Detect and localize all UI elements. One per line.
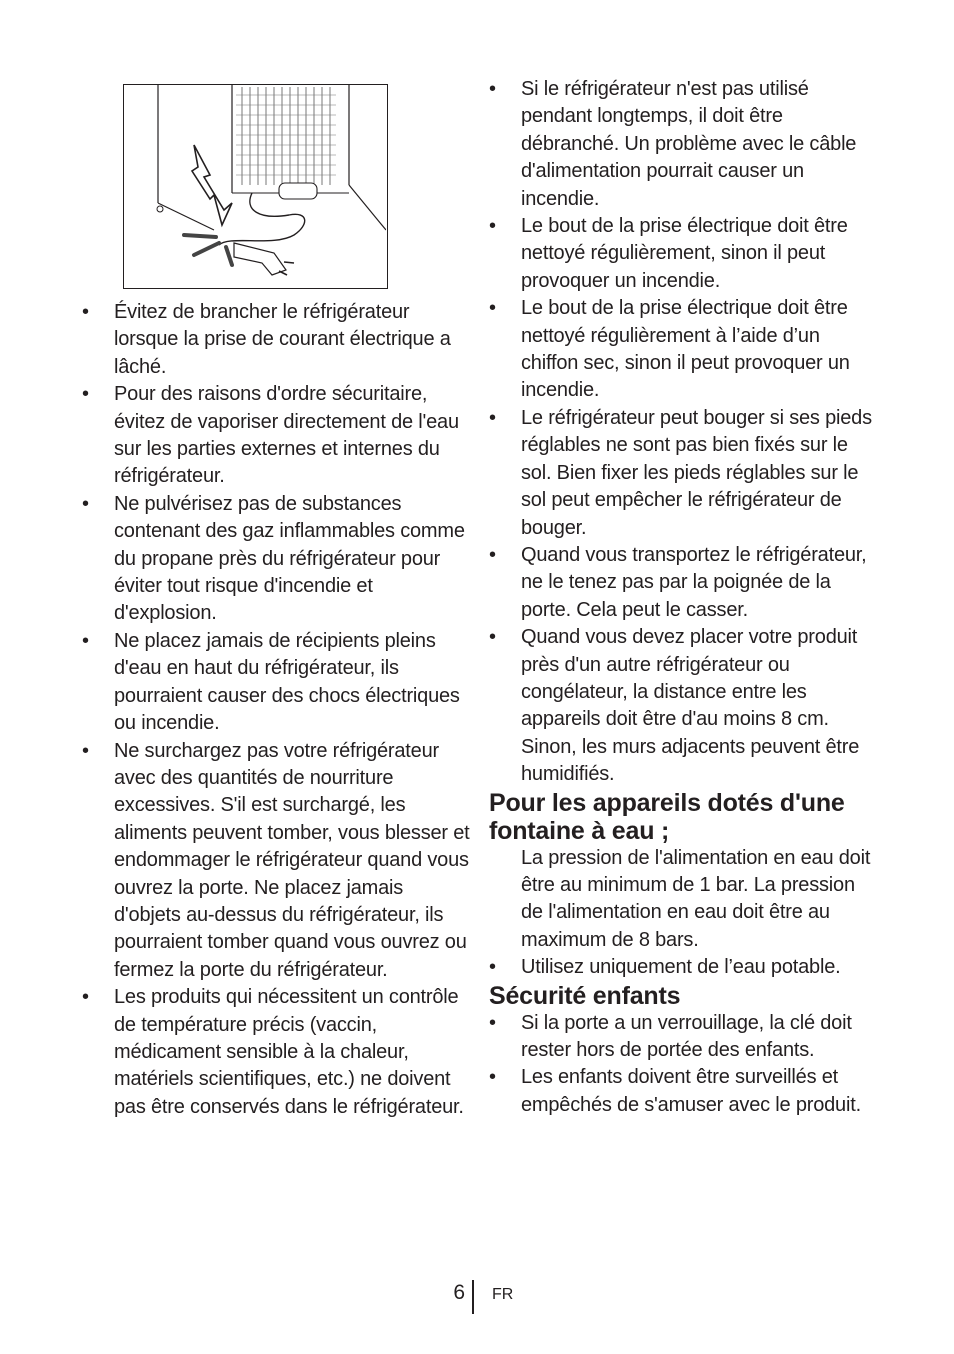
right-column: [489, 76, 879, 1119]
list-item: • Les produits qui nécessitent un contrôle de température précis (vaccin, médicament sensible à la chaleur, matériels scientifiques, etc.) ne doivent pas être conservés dans le réfrigérateur.: [82, 984, 472, 1121]
list-item: • Quand vous devez placer votre produit près d'un autre réfrigérateur ou congélateur, la distance entre les appareils doit être d'au moins 8 cm. Sinon, les murs adjacents peuvent être humidifiés.: [489, 624, 879, 788]
section-heading-enfants: Sécurité enfants: [489, 981, 681, 1010]
page-number: 6: [453, 1281, 465, 1304]
fontaine-bullet-list: [489, 954, 879, 981]
list-item: • Ne placez jamais de récipients pleins d'eau en haut du réfrigérateur, ils pourraient causer des chocs électriques ou incendie.: [82, 628, 472, 738]
footer-divider: [472, 1280, 474, 1314]
list-item: • Évitez de brancher le réfrigérateur lorsque la prise de courant électrique a lâché.: [82, 299, 472, 381]
right-bullet-list: [489, 76, 879, 789]
left-bullet-list: [82, 299, 472, 1121]
fridge-plug-warning-icon: [124, 85, 386, 287]
fontaine-paragraph: La pression de l'alimentation en eau doit être au minimum de 1 bar. La pression de l'alimentation en eau doit être au maximum de 8 bars.: [521, 846, 871, 951]
list-item: • Les enfants doivent être surveillés et empêchés de s'amuser avec le produit.: [489, 1064, 879, 1119]
list-item: • Si le réfrigérateur n'est pas utilisé pendant longtemps, il doit être débranché. Un problème avec le câble d'alimentation pourrait causer un incendie.: [489, 76, 879, 213]
list-item: • Quand vous transportez le réfrigérateur, ne le tenez pas par la poignée de la porte. Cela peut le casser.: [489, 542, 879, 624]
list-item: • Pour des raisons d'ordre sécuritaire, évitez de vaporiser directement de l'eau sur les parties externes et internes du réfrigérateur.: [82, 381, 472, 491]
list-item: • Le bout de la prise électrique doit être nettoyé régulièrement, sinon il peut provoquer un incendie.: [489, 213, 879, 295]
list-item: • Utilisez uniquement de l’eau potable.: [489, 954, 879, 981]
enfants-bullet-list: [489, 1010, 879, 1120]
page-footer: [0, 1280, 954, 1314]
list-item: • Le bout de la prise électrique doit être nettoyé régulièrement à l’aide d’un chiffon sec, sinon il peut provoquer un incendie.: [489, 295, 879, 405]
list-item: • Le réfrigérateur peut bouger si ses pieds réglables ne sont pas bien fixés sur le sol. Bien fixer les pieds réglables sur le sol peut empêcher le réfrigérateur de bouger.: [489, 405, 879, 542]
list-item: • Si la porte a un verrouillage, la clé doit rester hors de portée des enfants.: [489, 1010, 879, 1065]
list-item: • Ne surchargez pas votre réfrigérateur avec des quantités de nourriture excessives. S'il est surchargé, les aliments peuvent tomber, vous blesser et endommager le réfrigérateur quand vous ouvrez la porte. Ne placez jamais d'objets au-dessus du réfrigérateur, ils pourraient tomber quand vous ouvrez ou fermez la porte du réfrigérateur.: [82, 738, 472, 985]
section-heading-fontaine: Pour les appareils dotés d'une fontaine à eau ;: [489, 788, 845, 845]
left-column: [82, 76, 472, 1121]
list-item: • Ne pulvérisez pas de substances contenant des gaz inflammables comme du propane près du réfrigérateur pour éviter tout risque d'incendie et d'explosion.: [82, 491, 472, 628]
damaged-plug-illustration: [123, 84, 388, 289]
language-code: FR: [492, 1286, 514, 1303]
